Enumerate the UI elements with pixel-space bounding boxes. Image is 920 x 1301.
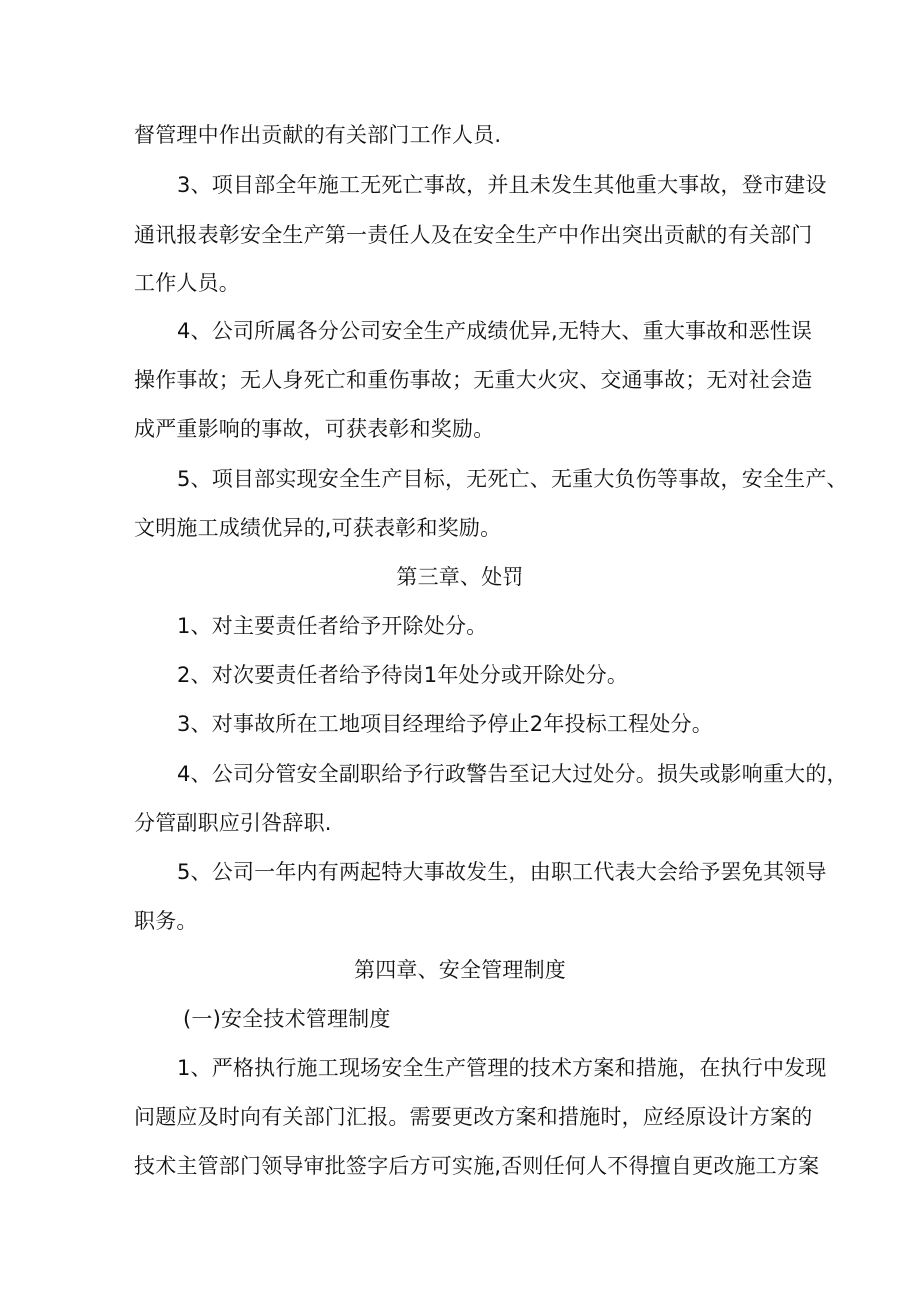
paragraph-line: 成严重影响的事故，可获表彰和奖励。 <box>134 417 495 441</box>
paragraph-line: 4、公司分管安全副职给予行政警告至记大过处分。损失或影响重大的， <box>177 762 848 786</box>
paragraph-line: 操作事故；无人身死亡和重伤事故；无重大火灾、交通事故；无对社会造 <box>134 368 813 392</box>
paragraph-line: 5、公司一年内有两起特大事故发生，由职工代表大会给予罢免其领导 <box>177 860 827 884</box>
paragraph-line: 1、对主要责任者给予开除处分。 <box>177 614 488 638</box>
chapter-heading: 第四章、安全管理制度 <box>354 958 566 982</box>
paragraph-line: 1、严格执行施工现场安全生产管理的技术方案和措施，在执行中发现 <box>177 1056 827 1080</box>
paragraph-line: 5、项目部实现安全生产目标，无死亡、无重大负伤等事故，安全生产、 <box>177 467 848 491</box>
section-heading: (一)安全技术管理制度 <box>183 1007 391 1031</box>
paragraph-line: 职务。 <box>134 909 198 933</box>
paragraph-line: 督管理中作出贡献的有关部门工作人员. <box>134 123 502 147</box>
chapter-heading: 第三章、处罚 <box>396 565 524 589</box>
paragraph-line: 文明施工成绩优异的,可获表彰和奖励。 <box>134 516 502 540</box>
paragraph-line: 3、对事故所在工地项目经理给予停止2年投标工程处分。 <box>177 712 713 736</box>
paragraph-line: 技术主管部门领导审批签字后方可实施,否则任何人不得擅自更改施工方案 <box>134 1154 820 1178</box>
paragraph-line: 通讯报表彰安全生产第一责任人及在安全生产中作出突出贡献的有关部门 <box>134 223 813 247</box>
paragraph-line: 2、对次要责任者给予待岗1年处分或开除处分。 <box>177 663 629 687</box>
paragraph-line: 3、项目部全年施工无死亡事故，并且未发生其他重大事故，登市建设 <box>177 173 827 197</box>
paragraph-line: 4、公司所属各分公司安全生产成绩优异,无特大、重大事故和恶性误 <box>177 319 813 343</box>
paragraph-line: 问题应及时向有关部门汇报。需要更改方案和措施时，应经原设计方案的 <box>134 1105 813 1129</box>
paragraph-line: 工作人员。 <box>134 271 240 295</box>
paragraph-line: 分管副职应引咎辞职. <box>134 811 332 835</box>
